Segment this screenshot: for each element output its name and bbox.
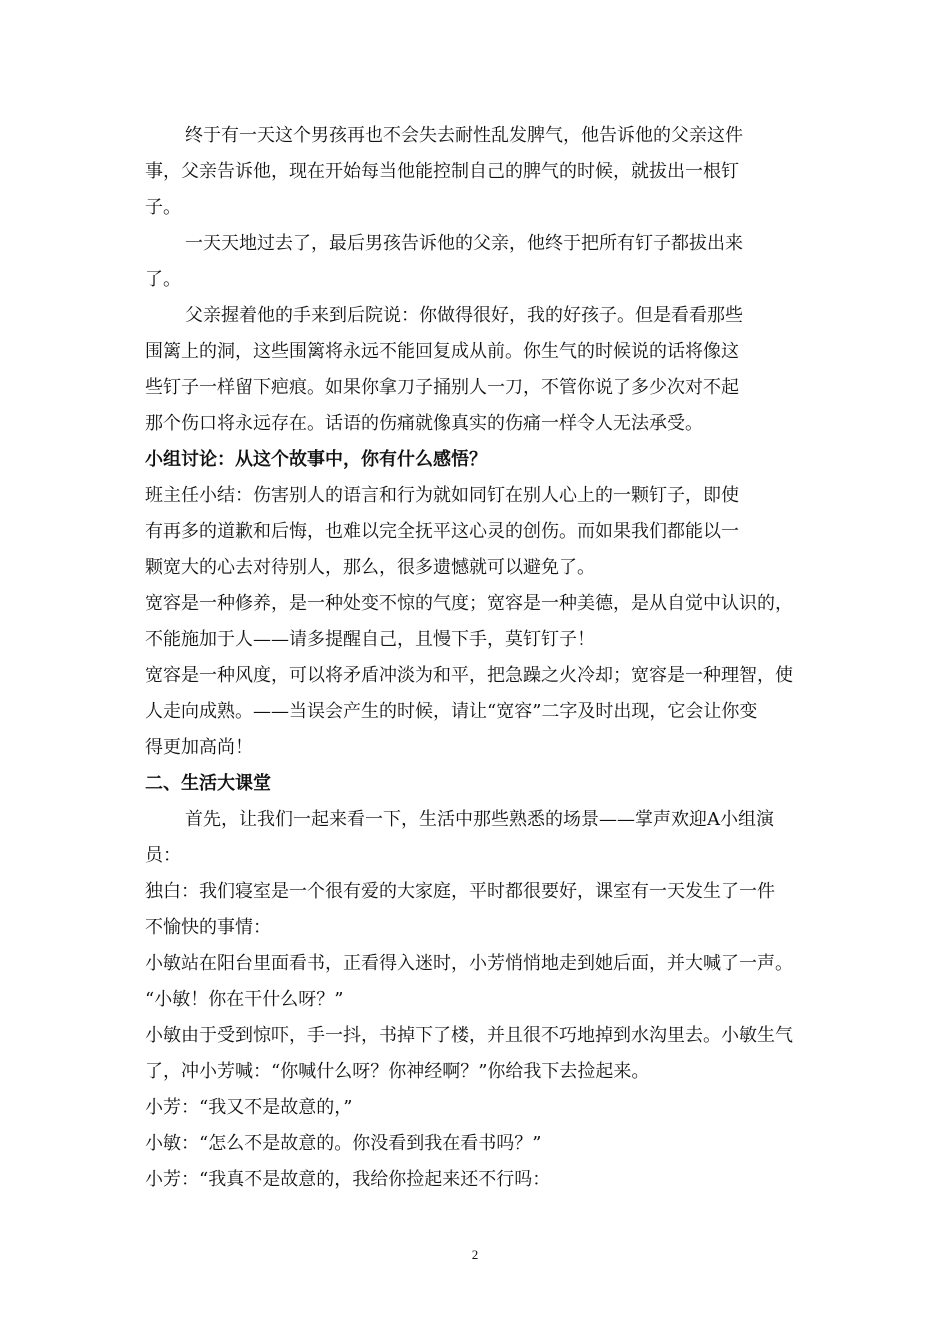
- paragraph-line: 小芳：“我真不是故意的，我给你捡起来还不行吗：: [145, 1169, 551, 1190]
- paragraph-line: 些钉子一样留下疤痕。如果你拿刀子捅别人一刀，不管你说了多少次对不起: [145, 377, 739, 398]
- paragraph-line: 小敏：“怎么不是故意的。你没看到我在看书吗？”: [145, 1133, 542, 1154]
- paragraph-line: 父亲握着他的手来到后院说：你做得很好，我的好孩子。但是看看那些: [185, 305, 743, 326]
- paragraph-line: 首先，让我们一起来看一下，生活中那些熟悉的场景——掌声欢迎A小组演: [185, 809, 774, 830]
- paragraph-line: 小敏由于受到惊吓，手一抖，书掉下了楼，并且很不巧地掉到水沟里去。小敏生气: [145, 1025, 793, 1046]
- paragraph-line: 子。: [145, 197, 181, 218]
- paragraph-line: 那个伤口将永远存在。话语的伤痛就像真实的伤痛一样令人无法承受。: [145, 413, 703, 434]
- paragraph-line: 了。: [145, 269, 181, 290]
- paragraph-line: 宽容是一种风度，可以将矛盾冲淡为和平，把急躁之火冷却；宽容是一种理智，使: [145, 665, 793, 686]
- paragraph-line: 了，冲小芳喊：“你喊什么呀？你神经啊？”你给我下去捡起来。: [145, 1061, 650, 1082]
- paragraph-line: 小芳：“我又不是故意的，”: [145, 1097, 353, 1118]
- page-number: 2: [471, 1247, 479, 1262]
- paragraph-line: 人走向成熟。——当误会产生的时候，请让“宽容”二字及时出现，它会让你变: [145, 701, 758, 722]
- paragraph-line: 不能施加于人——请多提醒自己，且慢下手，莫钉钉子！: [145, 629, 595, 650]
- paragraph-line: 得更加高尚！: [145, 737, 253, 758]
- discussion-heading: 小组讨论：从这个故事中，你有什么感悟？: [145, 449, 487, 470]
- paragraph-line: 班主任小结：伤害别人的语言和行为就如同钉在别人心上的一颗钉子，即使: [145, 485, 739, 506]
- paragraph-line: 事，父亲告诉他，现在开始每当他能控制自己的脾气的时候，就拔出一根钉: [145, 161, 739, 182]
- paragraph-line: 终于有一天这个男孩再也不会失去耐性乱发脾气，他告诉他的父亲这件: [185, 125, 743, 146]
- paragraph-line: 有再多的道歉和后悔，也难以完全抚平这心灵的创伤。而如果我们都能以一: [145, 521, 739, 542]
- paragraph-line: 围篱上的洞，这些围篱将永远不能回复成从前。你生气的时候说的话将像这: [145, 341, 739, 362]
- section-heading: 二、生活大课堂: [145, 773, 271, 794]
- paragraph-line: 独白：我们寝室是一个很有爱的大家庭，平时都很要好，课室有一天发生了一件: [145, 881, 775, 902]
- paragraph-line: 员：: [145, 845, 181, 866]
- document-body: [145, 118, 807, 1198]
- paragraph-line: 小敏站在阳台里面看书，正看得入迷时，小芳悄悄地走到她后面，并大喊了一声。: [145, 953, 793, 974]
- paragraph-line: 宽容是一种修养，是一种处变不惊的气度；宽容是一种美德，是从自觉中认识的，: [145, 593, 793, 614]
- paragraph-line: “小敏！你在干什么呀？”: [145, 989, 344, 1010]
- paragraph-line: 不愉快的事情：: [145, 917, 271, 938]
- paragraph-line: 一天天地过去了，最后男孩告诉他的父亲，他终于把所有钉子都拔出来: [185, 233, 743, 254]
- paragraph-line: 颗宽大的心去对待别人，那么，很多遗憾就可以避免了。: [145, 557, 595, 578]
